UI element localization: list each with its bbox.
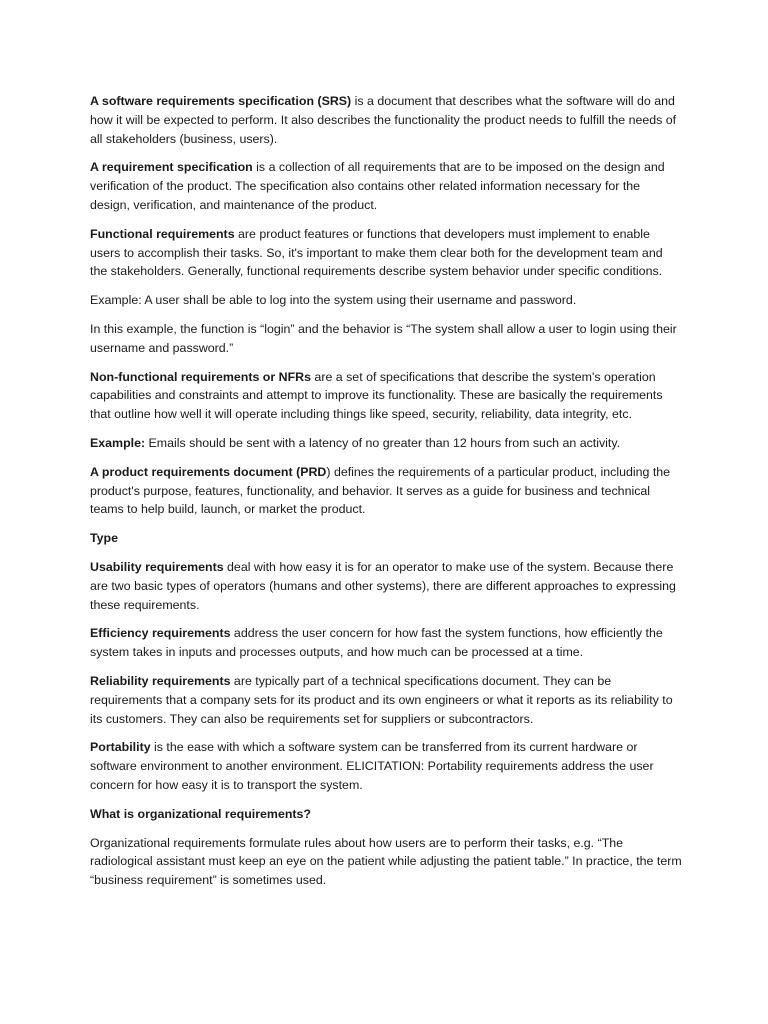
paragraph-text: deal with how easy it is for an operator to make use of the system. Because there are two basic types of operators (humans and other systems), there are different approaches to expressing these requirements.	[90, 559, 676, 612]
document-page	[90, 92, 682, 900]
paragraph-text: are typically part of a technical specifications document. They can be requirements that a company sets for its product and its own engineers or what it reports as its reliability to its customers. They can also be requirements set for suppliers or subcontractors.	[90, 673, 673, 726]
term-usability-requirements: Usability requirements	[90, 559, 224, 574]
term-example: Example:	[90, 435, 146, 450]
paragraph-example-login	[90, 291, 682, 310]
term-functional-requirements: Functional requirements	[90, 226, 235, 241]
paragraph-text: are product features or functions that developers must implement to enable users to accomplish their tasks. So, it's important to make them clear both for the development team and the stakeholders. Generally, functional requirements describe system behavior under specific conditions.	[90, 226, 663, 279]
paragraph-example-emails	[90, 434, 682, 453]
paragraph-text: address the user concern for how fast the system functions, how efficiently the system takes in inputs and processes outputs, and how much can be processed at a time.	[90, 626, 663, 660]
paragraph-prd	[90, 463, 682, 519]
term-non-functional-requirements: Non-functional requirements or NFRs	[90, 369, 311, 384]
term-portability: Portability	[90, 740, 151, 755]
paragraph-text: Emails should be sent with a latency of no greater than 12 hours from such an activity.	[145, 435, 621, 450]
paragraph-text: is a document that describes what the software will do and how it will be expected to perform. It also describes the functionality the product needs to fulfill the needs of all stakeholders (business, users).	[90, 94, 677, 146]
paragraph-portability	[90, 738, 682, 794]
paragraph-reliability-requirements	[90, 672, 682, 728]
paragraph-example-explanation	[90, 320, 682, 358]
heading-type	[90, 529, 682, 548]
paragraph-functional-requirements	[90, 225, 682, 281]
heading-organizational-requirements	[90, 805, 682, 824]
paragraph-organizational-requirements	[90, 834, 682, 890]
term-requirement-specification: A requirement specification	[90, 160, 253, 175]
paragraph-text: Example: A user shall be able to log into the system using their username and password.	[90, 293, 577, 308]
paragraph-non-functional-requirements	[90, 368, 682, 424]
paragraph-usability-requirements	[90, 558, 682, 614]
term-reliability-requirements: Reliability requirements	[90, 673, 231, 688]
term-efficiency-requirements: Efficiency requirements	[90, 626, 231, 641]
paragraph-srs	[90, 92, 682, 148]
paragraph-text: is a collection of all requirements that are to be imposed on the design and verification of the product. The specification also contains other related information necessary for the design, verification, and maintenance of the product.	[90, 160, 665, 212]
paragraph-requirement-specification	[90, 158, 682, 214]
heading-organizational-requirements-text: What is organizational requirements?	[90, 806, 311, 821]
paragraph-text: Organizational requirements formulate rules about how users are to perform their tasks, e.g. “The radiological assistant must keep an eye on the patient while adjusting the patient table.” In practice, the term “business requirement” is sometimes used.	[90, 835, 682, 888]
paragraph-text: ) defines the requirements of a particular product, including the product's purpose, features, functionality, and behavior. It serves as a guide for business and technical teams to help build, launch, or market the product.	[90, 464, 671, 517]
heading-type-text: Type	[90, 531, 118, 546]
term-prd: A product requirements document (PRD	[90, 464, 327, 479]
paragraph-efficiency-requirements	[90, 624, 682, 662]
term-srs: A software requirements specification (SRS)	[90, 94, 352, 108]
paragraph-text: are a set of specifications that describe the system's operation capabilities and constraints and attempt to improve its functionality. These are basically the requirements that outline how well it will operate including things like speed, security, reliability, data integrity, etc.	[90, 369, 663, 422]
paragraph-text: is the ease with which a software system can be transferred from its current hardware or software environment to another environment. ELICITATION: Portability requirements address the user concern for how easy it is to transport the system.	[90, 740, 654, 792]
paragraph-text: In this example, the function is “login” and the behavior is “The system shall allow a user to login using their username and password.”	[90, 321, 677, 355]
